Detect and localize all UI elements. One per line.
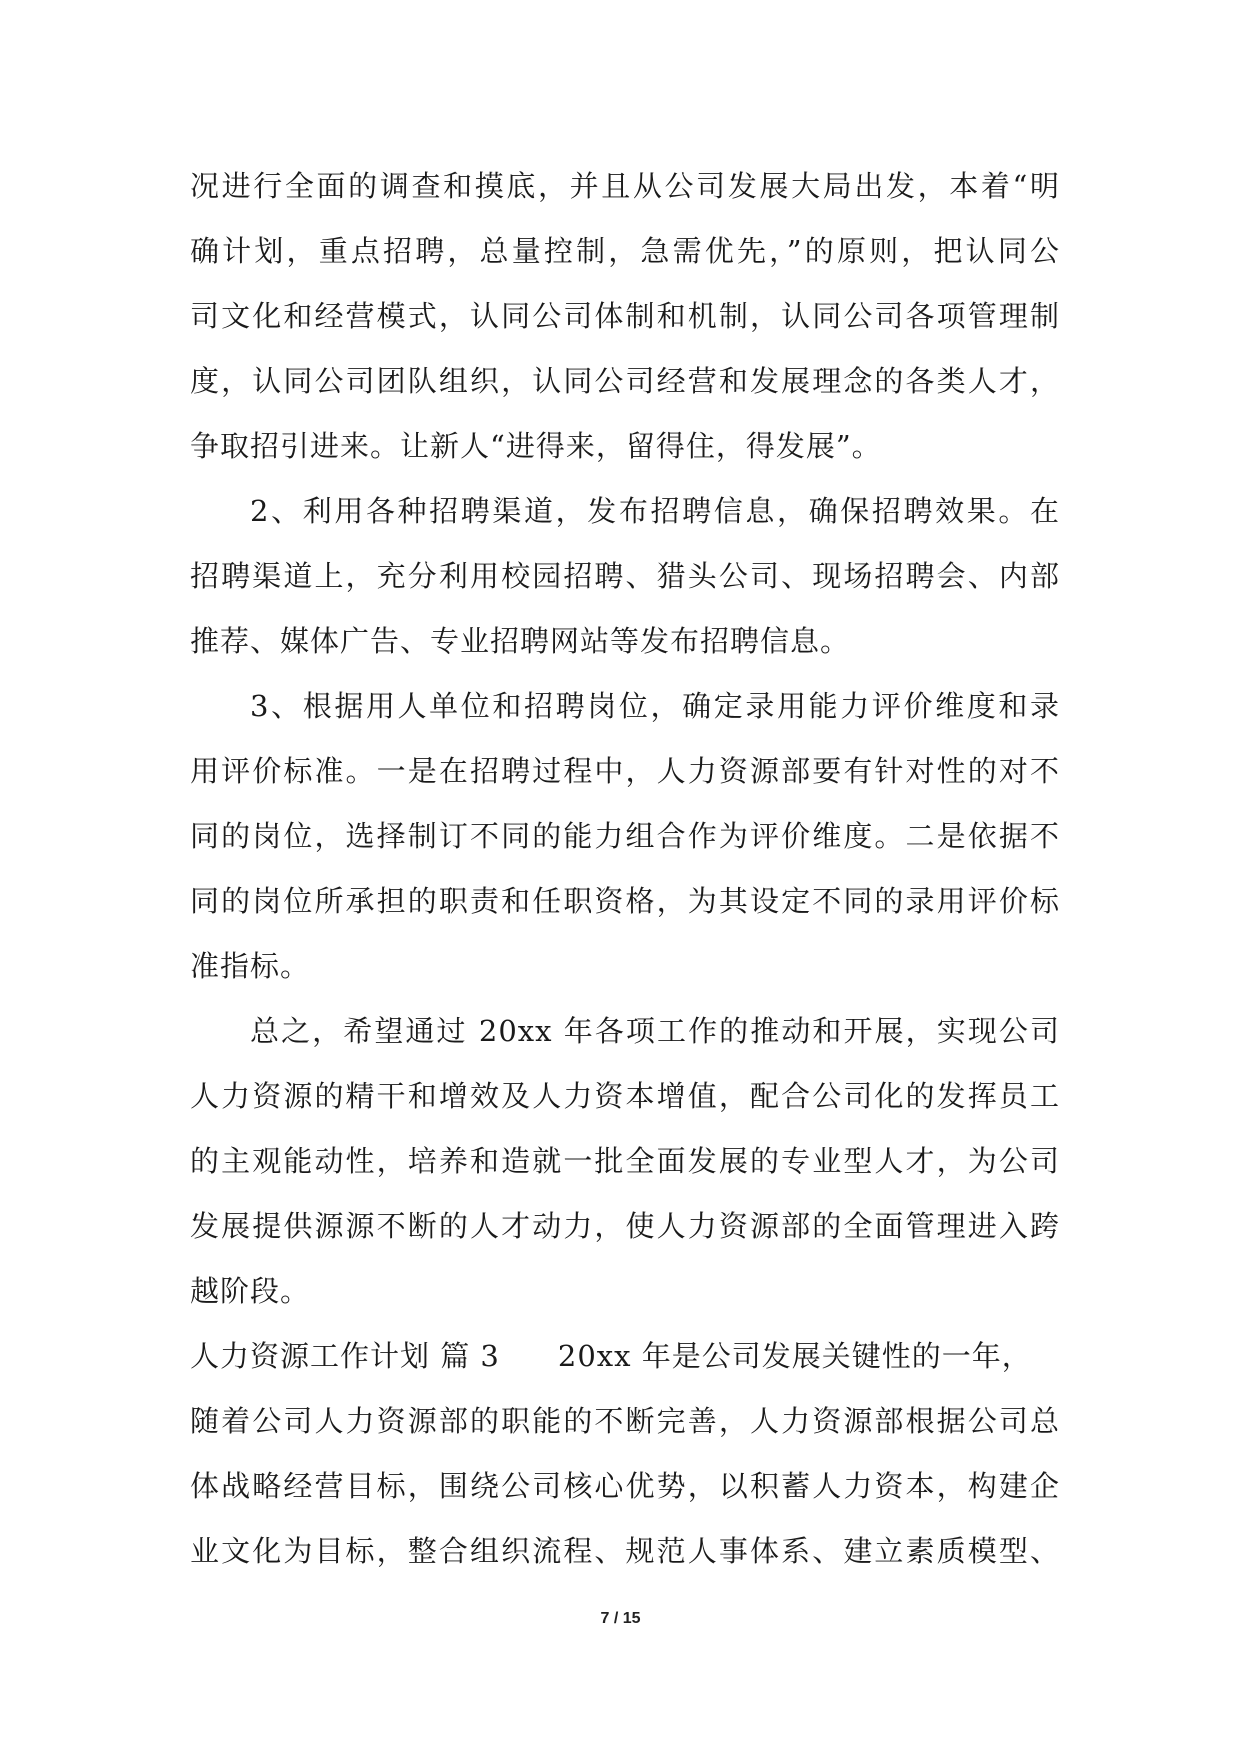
text-line: 业文化为目标，整合组织流程、规范人事体系、建立素质模型、 (190, 1534, 1060, 1568)
text-line: 人力资源的精干和增效及人力资本增值，配合公司化的发挥员工 (190, 1079, 1060, 1113)
text-line: 同的岗位所承担的职责和任职资格，为其设定不同的录用评价标 (190, 884, 1060, 918)
text-line: 度，认同公司团队组织，认同公司经营和发展理念的各类人才， (190, 364, 1060, 398)
section-heading: 人力资源工作计划 篇 3 (190, 1339, 500, 1373)
document-body (190, 154, 1060, 1584)
text-line: 2、利用各种招聘渠道，发布招聘信息，确保招聘效果。在 (250, 494, 1060, 528)
section-heading-line (190, 1324, 1060, 1389)
text-line: 随着公司人力资源部的职能的不断完善，人力资源部根据公司总 (190, 1404, 1060, 1438)
section-first-text: 20xx 年是公司发展关键性的一年， (557, 1339, 1032, 1373)
text-line: 司文化和经营模式，认同公司体制和机制，认同公司各项管理制 (190, 299, 1060, 333)
text-line: 招聘渠道上，充分利用校园招聘、猎头公司、现场招聘会、内部 (190, 559, 1060, 593)
text-line: 的主观能动性，培养和造就一批全面发展的专业型人才，为公司 (190, 1144, 1060, 1178)
text-line: 确计划，重点招聘，总量控制，急需优先，”的原则，把认同公 (190, 234, 1060, 268)
text-line: 同的岗位，选择制订不同的能力组合作为评价维度。二是依据不 (190, 819, 1060, 853)
text-line: 推荐、媒体广告、专业招聘网站等发布招聘信息。 (190, 624, 851, 658)
text-line: 3、根据用人单位和招聘岗位，确定录用能力评价维度和录 (250, 689, 1060, 723)
text-line: 发展提供源源不断的人才动力，使人力资源部的全面管理进入跨 (190, 1209, 1060, 1243)
text-line: 况进行全面的调查和摸底，并且从公司发展大局出发，本着“明 (190, 169, 1060, 203)
text-line: 体战略经营目标，围绕公司核心优势，以积蓄人力资本，构建企 (190, 1469, 1060, 1503)
page-number: 7 / 15 (600, 1610, 641, 1627)
text-line: 越阶段。 (190, 1274, 311, 1308)
text-line: 总之，希望通过 20xx 年各项工作的推动和开展，实现公司 (250, 1014, 1060, 1048)
text-line: 用评价标准。一是在招聘过程中，人力资源部要有针对性的对不 (190, 754, 1060, 788)
text-line: 争取招引进来。让新人“进得来，留得住，得发展”。 (190, 429, 882, 463)
text-line: 准指标。 (190, 949, 311, 983)
